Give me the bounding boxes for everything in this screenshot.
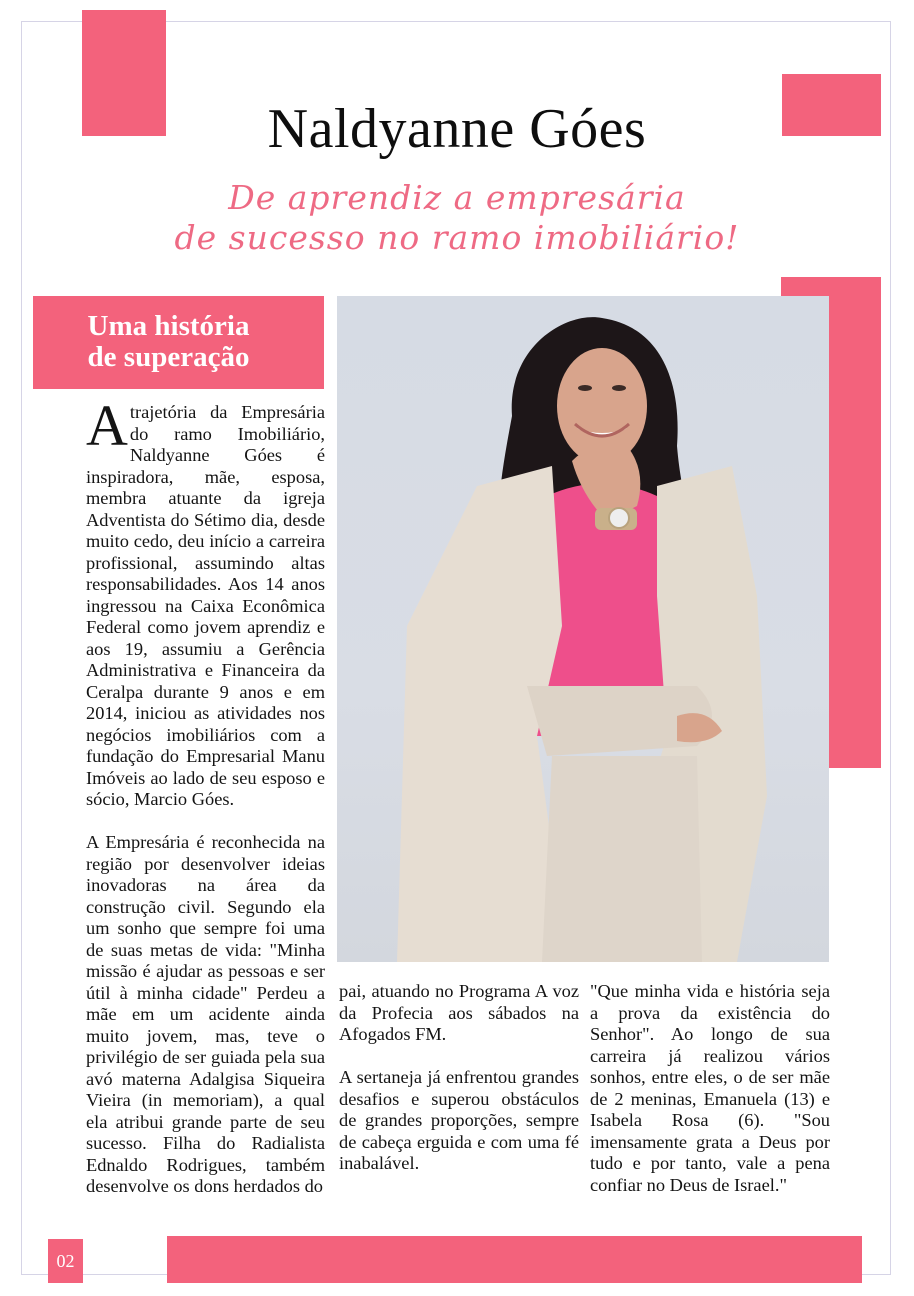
page-number: 02: [48, 1239, 83, 1283]
article-column-1: [86, 393, 325, 1219]
article-paragraph: [86, 393, 325, 811]
article-column-2: [339, 981, 579, 1196]
section-title-line-1: Uma história: [87, 310, 250, 342]
article-paragraph: pai, atuando no Programa A voz da Profecia aos sábados na Afogados FM.: [339, 981, 579, 1044]
paragraph-text: trajetória da Empresária do ramo Imobiliário, Naldyanne Góes é inspiradora, mãe, esposa, membra atuante da igreja Adventista do Sétimo dia, desde muito cedo, deu início a carreira profissional, assumindo altas responsabilidades. Aos 14 anos ingressou na Caixa Econômica Federal como jovem aprendiz e aos 19, assumiu a Gerência Administrativa e Financeira da Ceralpa durante 9 anos e em 2014, iniciou as atividades nos negócios imobiliários com a fundação do Empresarial Manu Imóveis ao lado de seu esposo e sócio, Marcio Góes.: [86, 402, 325, 809]
drop-cap: A: [86, 393, 128, 458]
page-subtitle: [0, 178, 914, 258]
page-title: Naldyanne Góes: [267, 98, 647, 160]
subtitle-line-1: De aprendiz a empresária: [228, 178, 686, 217]
article-column-3: [590, 981, 830, 1218]
section-title-line-2: de superação: [87, 341, 250, 373]
portrait-photo: [337, 296, 829, 962]
article-paragraph: A sertaneja já enfrentou grandes desafios e superou obstáculos de grandes proporções, sempre de cabeça erguida e com uma fé inabalável.: [339, 1067, 579, 1173]
subtitle-line-2: de sucesso no ramo imobiliário!: [174, 218, 740, 257]
portrait-illustration: [337, 296, 829, 962]
article-paragraph: A Empresária é reconhecida na região por desenvolver ideias inovadoras na área da construção civil. Segundo ela um sonho que sempre foi uma de suas metas de vida: "Minha missão é ajudar as pessoas e ser útil à minha cidade" Perdeu a mãe em um acidente ainda muito jovem, mas, teve o privilégio de ser guiada pela sua avó materna Adalgisa Siqueira Vieira (in memoriam), a qual ela atribui grande parte de seu sucesso. Filha do Radialista Ednaldo Rodrigues, também desenvolve os dons herdados do: [86, 832, 325, 1196]
section-title: [13, 296, 324, 373]
decor-bar-bottom: [167, 1236, 862, 1283]
article-paragraph: "Que minha vida e história seja a prova da existência do Senhor". Ao longo de sua carreira já realizou vários sonhos, entre eles, o de ser mãe de 2 meninas, Emanuela (13) e Isabela Rosa (6). "Sou imensamente grata a Deus por tudo e por tanto, vale a pena confiar no Deus de Israel.": [590, 981, 830, 1195]
section-heading-box: [33, 296, 324, 389]
